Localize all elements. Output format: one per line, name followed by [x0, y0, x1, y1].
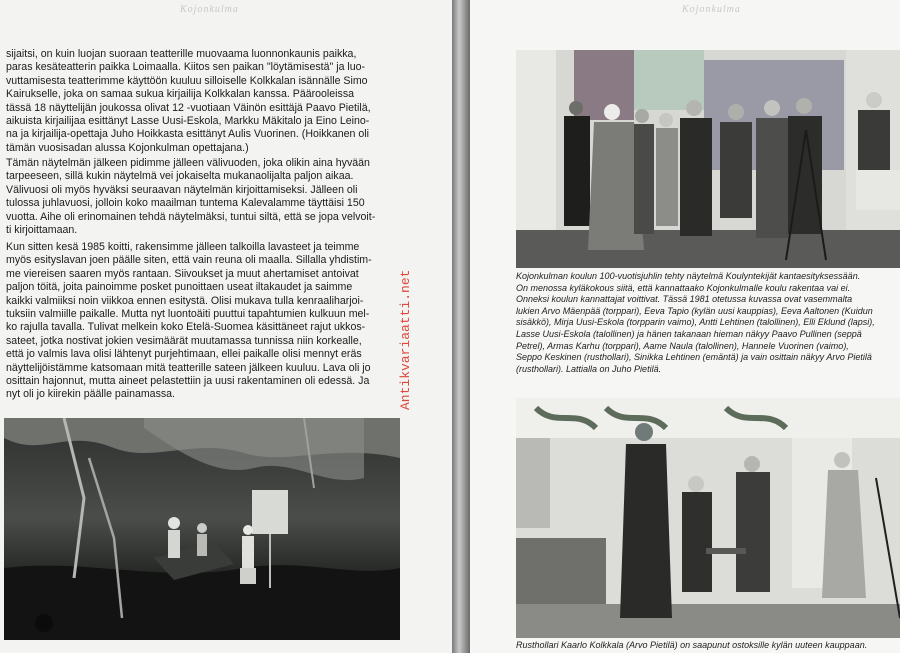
paragraph-2 — [6, 157, 398, 237]
caption-line: Lasse Uusi-Eskola (talollinen) ja hänen takanaan hieman näkyy Paavo Pullinen (seppä — [516, 328, 862, 339]
text-line: sijaitsi, on kuin luojan suoraan teatterille muovaama luonnonkaunis paikka, — [6, 48, 357, 60]
caption-line: Kojonkulman koulun 100-vuotisjuhlin tehty näytelmä Koulуntekijät kantaesityksessään. — [516, 271, 861, 281]
village-shop-photo — [516, 398, 900, 638]
text-line: aikuista kirjailijaa esittänyt Lasse Uusi-Eskola, Markku Mäkitalo ja Eino Leino- — [6, 115, 370, 128]
right-page — [470, 0, 900, 653]
text-line: Kairukselle, joka on samaa sukua kirjailija Kolkkalan kanssa. Pääroolеissa — [6, 88, 355, 101]
caption-line: (rusthollari). Lattialla on Juho Pietilä. — [516, 363, 662, 374]
text-line: vuotta. Aihe oli erinomainen tehdä näytelmäksi, tuntui siltä, että se jopa velvoit- — [6, 210, 376, 223]
text-line: tarpeeseen, sillä kukin näytelmä vei jokaiselta mukanaolijalta paljon aikaa. — [6, 170, 354, 183]
page-header-right: Kojonkulma — [682, 4, 741, 15]
text-line: kaikki valmiiksi noin viikkoa ennen esitystä. Olisi mukava tulla kenraaliharjoi- — [6, 294, 364, 307]
village-shop-photo-graphic — [516, 398, 900, 638]
paragraph-3 — [6, 241, 398, 402]
text-line: että jo valmis lava olisi lähtenyt purjehtimaan, ellei paikalle olisi mennyt eräs — [6, 348, 362, 361]
caption-top — [516, 271, 900, 375]
text-line: na ja kirjailija-opettaja Juho Hoikkasta esittänyt Aulis Vuorinen. (Hoikkanen oli — [6, 128, 369, 141]
text-line: ko rajulla tavalla. Tulivat melkein koko Etelä-Suomea käsittäneet rajut ukkos- — [6, 321, 366, 334]
village-meeting-photo — [516, 50, 900, 268]
text-line: me viereisen saaren myös rantaan. Siivoukset ja muut ahertamiset antoivat — [6, 267, 359, 280]
caption-line: lukien Arvo Mäenpää (torppari), Eeva Tapio (kylän uusi kauppias), Eeva Aaltonen (Kuidun — [516, 305, 873, 316]
text-line: paras kesäteatterin paikka Loimaalla. Kiitos sen paikan "löytämisestä" ja luo- — [6, 61, 366, 74]
river-stage-photo — [4, 418, 400, 640]
text-line: näyttelijöistämme katsomaan mitä teatterille sateen jälkeen kuuluu. Lava oli jo — [6, 361, 371, 374]
text-line: paljon töitä, joita painoimme posket punoittaen usеat iltakaudet ja saimme — [6, 281, 353, 294]
page-header-left: Kojonkulma — [180, 4, 239, 15]
caption-line: Seppo Keskinen (rusthollari), Sinikka Lehtinen (emäntä) ja vain osittain näkyy Arvo Pietilä — [516, 352, 872, 363]
text-line: Tämän näytelmän jälkeen pidimme jälleen välivuoden, joka olikin aina hyvään — [6, 157, 370, 169]
watermark — [396, 245, 414, 410]
text-line: Kun sitten kesä 1985 koitti, rakensimme jälleen talkoilla lavasteet ja teimme — [6, 241, 360, 253]
text-line: ti kirjoittamaan. — [6, 224, 78, 237]
text-line: osittain hajonnut, mutta aineet pelastettiin ja uusi rakentaminen oli edessä. Ja — [6, 375, 370, 388]
caption-line: On menossa kyläkokous siitä, että kannattaako Kojonkulmalle koulu rakentaa vai ei. — [516, 282, 851, 293]
caption-line: Petrel), Armas Karhu (torppari), Aame Naula (talollinen), Hannele Vuorinen (vaimo), — [516, 340, 849, 351]
watermark-text: Antikvariaatti.net — [398, 269, 413, 410]
text-line: nyt oli jo kiirekin päälle painamassa. — [6, 388, 175, 401]
village-meeting-photo-graphic — [516, 50, 900, 268]
caption-line: Onneksi koulun kannattajat voittivat. Tässä 1981 otetussa kuvassa ovat vasemmalta — [516, 294, 853, 305]
caption-line: sisäkkö), Mirja Uusi-Eskola (torpparin vaimo), Antti Lehtinen (talollinen), Elli Eklund (lapsi), — [516, 317, 875, 328]
river-stage-photo-graphic — [4, 418, 400, 640]
text-line: tämän vuosisadan alussa Kojonkulman opettajana.) — [6, 141, 249, 154]
text-line: tulossa juhlavuosi, jolloin koko maailman tuntema Kalevalamme täyttäisi 150 — [6, 197, 365, 210]
text-line: tuksiin valmiille paikalle. Mutta nyt luontoäiti puuttui tapahtumien kulkuun mel- — [6, 308, 370, 321]
text-line: sateet, jotka nostivat jokien vesimäärät muutamassa tunnissa niin korkealle, — [6, 334, 362, 347]
text-line: tässä 18 näyttelijän joukossa olivat 12 -vuotiaan Väinön esittäjä Paavo Pietilä, — [6, 101, 371, 114]
caption-bottom — [516, 640, 900, 652]
text-line: vuttamisesta teatterimme käyttöön kuuluu silloiselle Kolkkalan isännälle Simo — [6, 74, 368, 87]
paragraph-1 — [6, 48, 398, 155]
book-gutter — [452, 0, 470, 653]
text-line: myös esityslavan joen päälle siten, että vain reuna oli maalla. Sillalla yhdistim- — [6, 254, 372, 267]
text-line: Välivuosi oli myös hyväksi seuraavan näytelmän kirjoittamiseksi. Jälleen oli — [6, 183, 358, 196]
caption-line: Rusthollari Kaarlo Kolkkala (Arvo Pietilä) on saapunut ostoksille kylän uuteen kauppaan. — [516, 640, 868, 650]
